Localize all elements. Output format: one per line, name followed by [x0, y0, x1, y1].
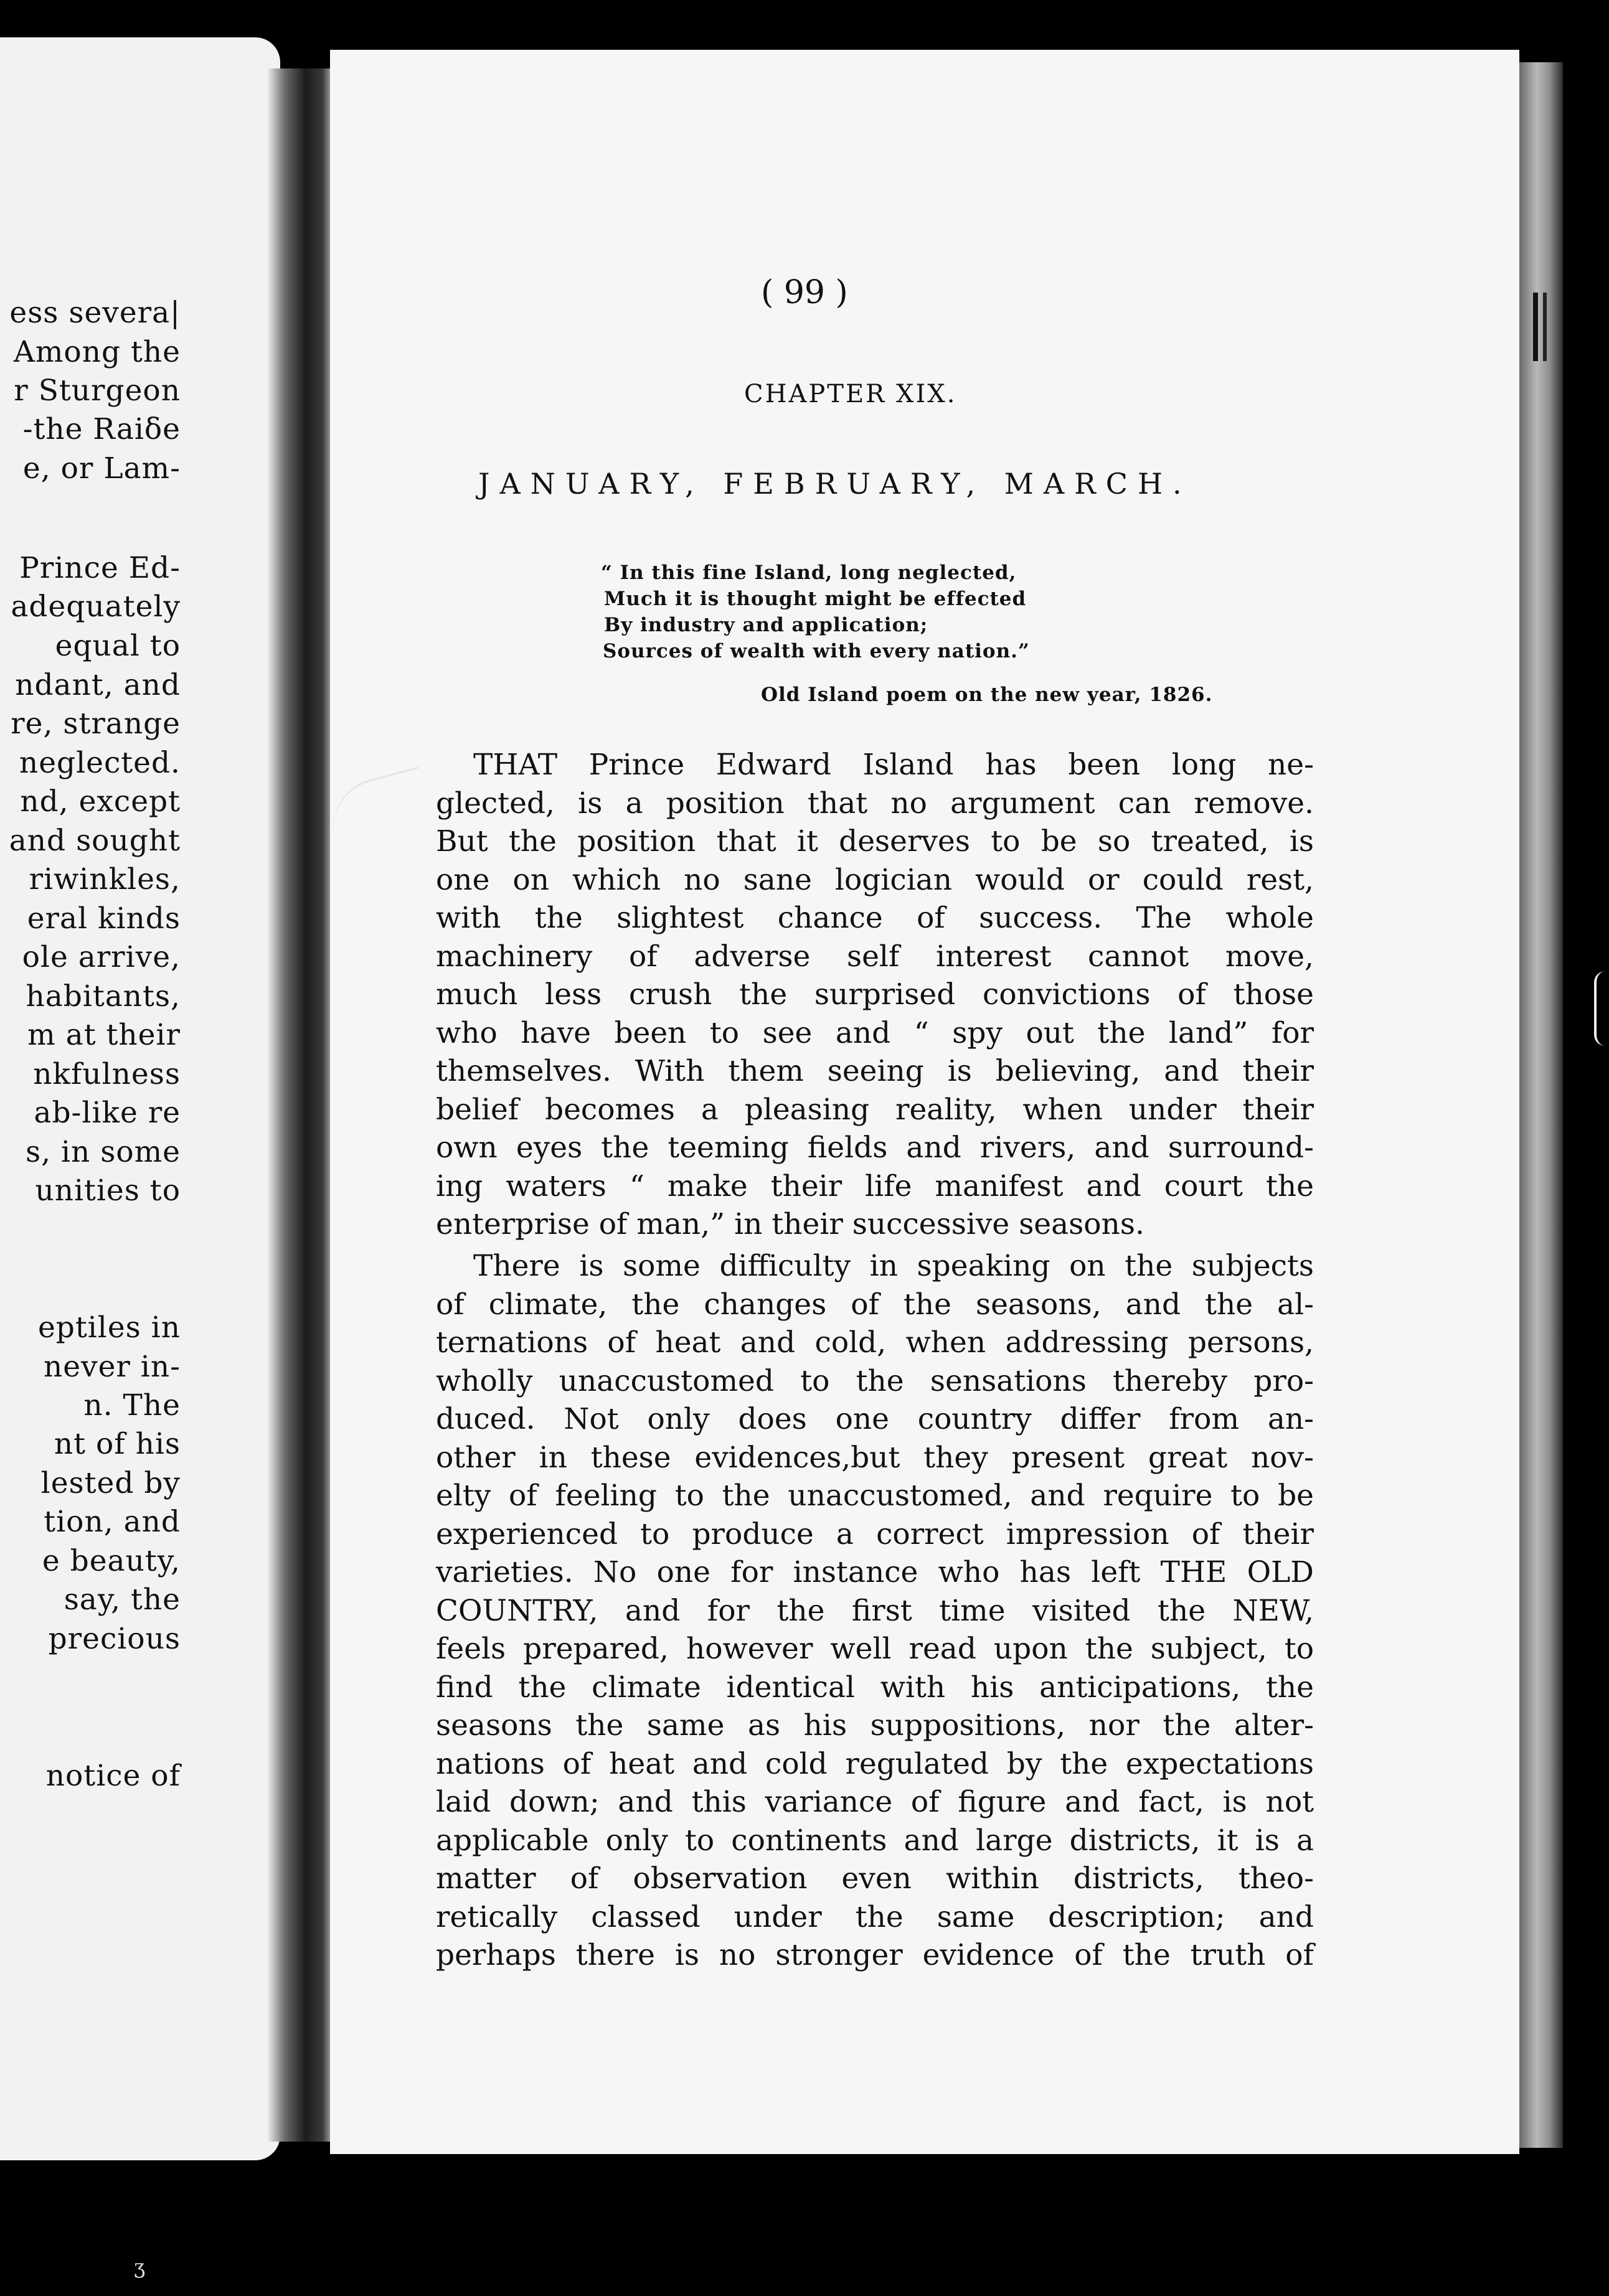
body-line: of climate, the changes of the seasons, and the al- [436, 1287, 1314, 1322]
page-number: ( 99 ) [761, 274, 848, 311]
body-line: glected, is a position that no argument can remove. [436, 786, 1314, 821]
left-page-line: e, or Lam- [22, 451, 181, 486]
left-page-line: lested by [40, 1466, 181, 1500]
edge-mark [1543, 293, 1547, 361]
epigraph-line: By industry and application; [604, 614, 928, 636]
epigraph-line: Much it is thought might be effected [604, 588, 1027, 610]
epigraph-line: “ In this fine Island, long neglected, [601, 562, 1017, 584]
body-line: perhaps there is no stronger evidence of the truth of [436, 1938, 1314, 1972]
left-page-line: never in- [43, 1350, 181, 1384]
left-page-line: eptiles in [37, 1310, 181, 1345]
body-line: THAT Prince Edward Island has been long ne- [473, 748, 1314, 782]
left-page-line: unities to [35, 1174, 181, 1208]
left-page-line: n. The [83, 1388, 181, 1423]
left-page-line: adequately [11, 590, 181, 624]
body-line: much less crush the surprised convictions of those [436, 977, 1314, 1012]
left-page-line: and sought [9, 824, 181, 858]
body-line: But the position that it deserves to be so treated, is [436, 824, 1314, 859]
body-line: COUNTRY, and for the first time visited the NEW, [436, 1593, 1314, 1628]
left-page-line: ab-like re [34, 1096, 181, 1130]
left-page-line: eral kinds [27, 901, 181, 936]
body-line: machinery of adverse self interest cannot move, [436, 939, 1314, 974]
epigraph-attribution: Old Island poem on the new year, 1826. [761, 684, 1213, 706]
left-page-line: nkfulness [33, 1057, 181, 1091]
body-line: other in these evidences,but they present great nov- [436, 1440, 1314, 1475]
body-line: ternations of heat and cold, when addressing persons, [436, 1325, 1314, 1360]
edge-bracket [1594, 971, 1605, 1046]
left-page-line: habitants, [26, 979, 181, 1014]
scan-smudge: ʒ [134, 2255, 146, 2279]
left-page-line: neglected. [19, 746, 181, 780]
body-line: who have been to see and “ spy out the land” for [436, 1015, 1314, 1050]
body-line: one on which no sane logician would or could rest, [436, 862, 1314, 897]
left-page-line: nd, except [20, 784, 181, 819]
body-line: feels prepared, however well read upon the subject, to [436, 1632, 1314, 1666]
body-line: with the slightest chance of success. The whole [436, 901, 1314, 935]
body-line: elty of feeling to the unaccustomed, and require to be [436, 1479, 1314, 1513]
left-page-line: ole arrive, [22, 940, 181, 974]
body-line: belief becomes a pleasing reality, when under their [436, 1092, 1314, 1127]
body-line: experienced to produce a correct impression of their [436, 1517, 1314, 1551]
left-page-line: tion, and [44, 1505, 181, 1539]
body-line: duced. Not only does one country differ from an- [436, 1402, 1314, 1436]
left-page-line: s, in some [25, 1135, 181, 1169]
left-page-line: nt of his [54, 1427, 181, 1461]
left-page-line: re, strange [11, 707, 181, 741]
left-page-line: -the Raiẟe [22, 412, 181, 446]
epigraph-line: Sources of wealth with every nation.” [603, 640, 1030, 662]
left-page-line: say, the [64, 1583, 181, 1617]
left-page-line: riwinkles, [29, 862, 181, 896]
chapter-title: JANUARY, FEBRUARY, MARCH. [478, 467, 1192, 501]
left-page-line: precious [48, 1622, 181, 1656]
body-line: enterprise of man,” in their successive seasons. [436, 1207, 1144, 1241]
body-line: laid down; and this variance of figure and fact, is not [436, 1785, 1314, 1819]
body-line: matter of observation even within districts, theo- [436, 1861, 1314, 1896]
left-page-line: equal to [55, 629, 181, 663]
body-line: There is some difficulty in speaking on the subjects [473, 1249, 1314, 1283]
left-page-line: m at their [27, 1018, 181, 1052]
body-line: applicable only to continents and large districts, it is a [436, 1823, 1314, 1858]
left-page-line: notice of [45, 1759, 181, 1793]
left-page-line: r Sturgeon [14, 374, 181, 408]
body-line: wholly unaccustomed to the sensations thereby pro- [436, 1363, 1314, 1398]
page-edge [1519, 62, 1563, 2148]
body-line: own eyes the teeming fields and rivers, and surround- [436, 1131, 1314, 1165]
body-line: retically classed under the same description; and [436, 1899, 1314, 1934]
body-line: seasons the same as his suppositions, nor the alter- [436, 1708, 1314, 1743]
body-line: ing waters “ make their life manifest and court the [436, 1169, 1314, 1203]
body-line: themselves. With them seeing is believing, and their [436, 1054, 1314, 1088]
left-page-line: e beauty, [42, 1544, 181, 1578]
body-line: varieties. No one for instance who has left THE OLD [436, 1555, 1314, 1589]
chapter-heading: CHAPTER XIX. [744, 380, 957, 408]
book-gutter [268, 68, 336, 2142]
edge-mark [1533, 293, 1538, 361]
left-page-line: ess severa| [9, 296, 181, 330]
body-line: find the climate identical with his anticipations, the [436, 1670, 1314, 1705]
body-line: nations of heat and cold regulated by the expectations [436, 1746, 1314, 1781]
left-page-line: Prince Ed- [19, 551, 181, 585]
left-page-line: Among the [13, 335, 181, 369]
left-page-line: ndant, and [15, 668, 181, 702]
